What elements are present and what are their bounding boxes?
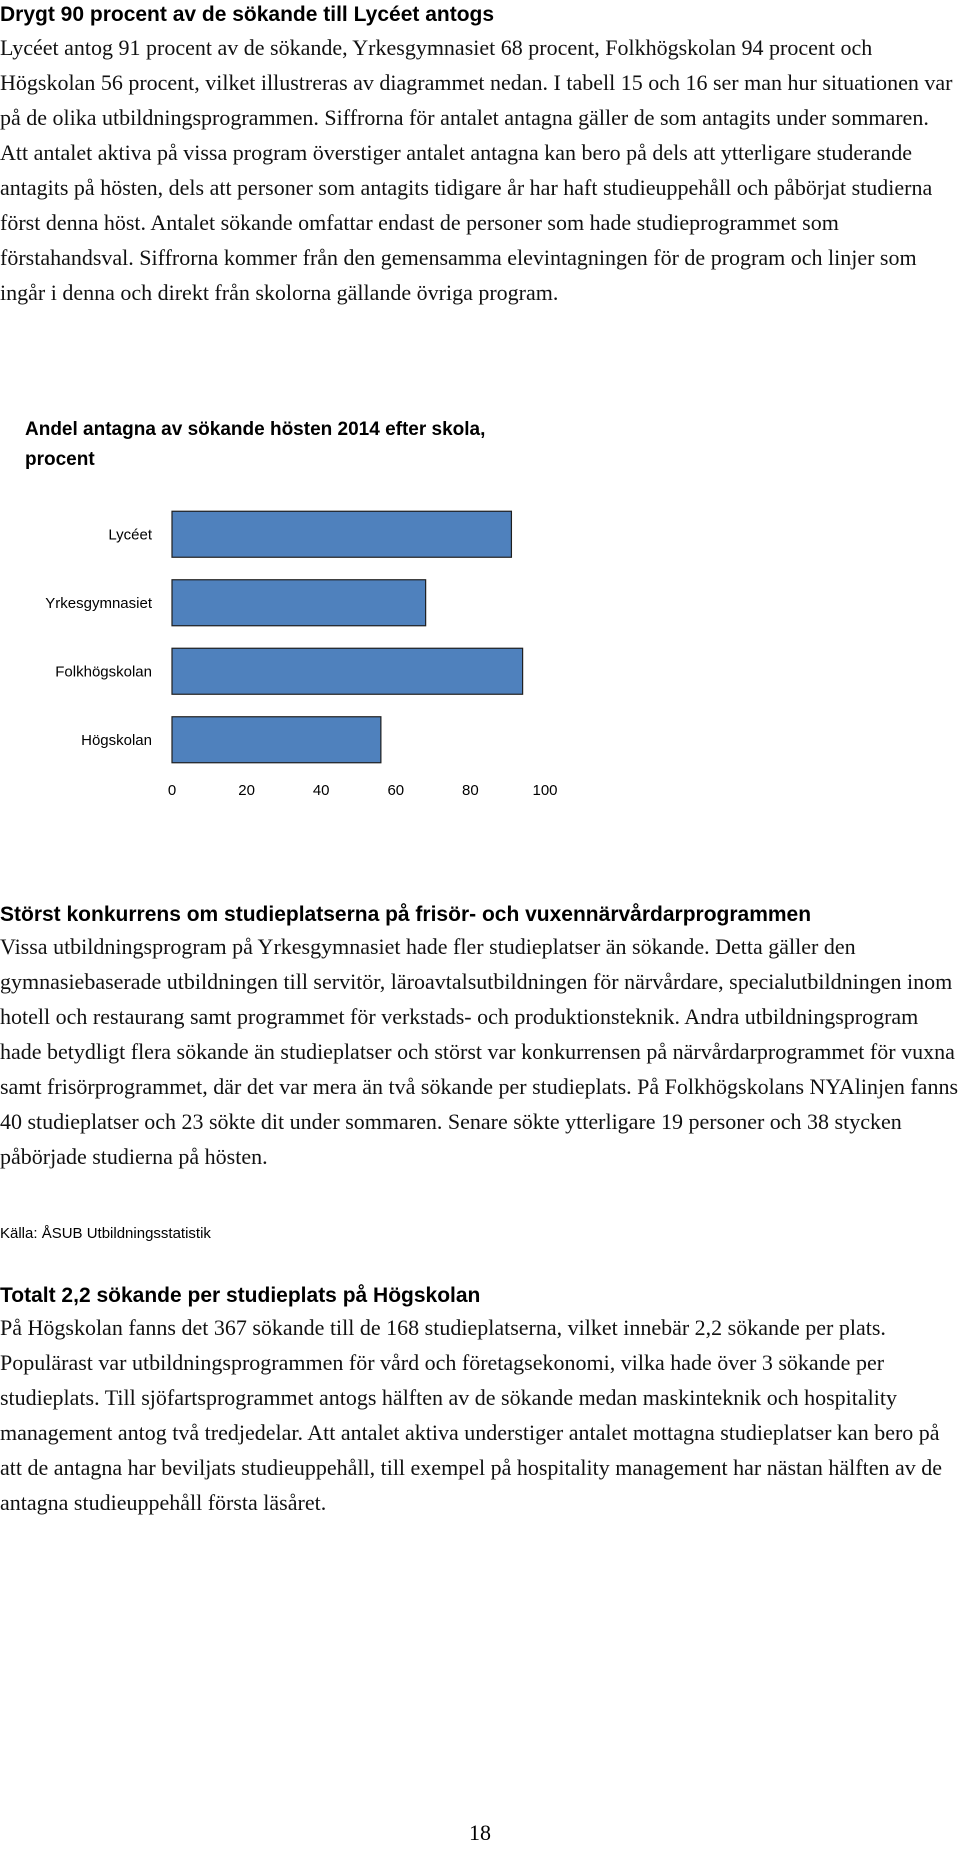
- bar-lycéet: [172, 511, 511, 557]
- section-paragraph-3: På Högskolan fanns det 367 sökande till de 168 studieplatserna, vilket innebär 2,2 sökande per plats. Populärast var utbildningsprogrammen för vård och företagsekonomi, vilka hade över 3 sökande per studieplats. Till sjöfartsprogrammet antogs hälften av de sökande medan maskinteknik och hospitality management antog två tredjedelar. Att antalet aktiva understiger antalet mottagna studieplatser kan bero på att de antagna har beviljats studieuppehåll, till exempel på hospitality management har nästan hälften av de antagna studieuppehåll första läsåret.: [0, 1315, 943, 1515]
- x-tick-label: 0: [167, 782, 177, 799]
- x-tick-label: 60: [387, 782, 405, 799]
- section-paragraph-2: Vissa utbildningsprogram på Yrkesgymnasiet hade fler studieplatser än sökande. Detta gäller den gymnasiebaserade utbildningen till servitör, läroavtalsutbildningen för närvårdare, specialutbildningen inom hotell och restaurang samt programmet för verkstads- och produktionsteknik. Andra utbildningsprogram hade betydligt flera sökande än studieplatser och störst var konkurrensen på närvårdarprogrammet för vuxna samt frisörprogrammet, där det var mera än två sökande per studieplats. På Folkhögskolans NYAlinjen fanns 40 studieplatser och 23 sökte dit under sommaren. Senare sökte ytterligare 19 personer och 38 stycken påbörjade studierna på hösten.: [0, 934, 958, 1169]
- chart-title: Andel antagna av sökande hösten 2014 efter skola, procent: [25, 419, 486, 470]
- x-tick-label: 20: [238, 782, 255, 799]
- bar-folkhögskolan: [172, 648, 523, 694]
- section-heading-3: Totalt 2,2 sökande per studieplats på Högskolan: [0, 1284, 481, 1307]
- page-number: 18: [469, 1820, 491, 1845]
- bar-yrkesgymnasiet: [172, 580, 426, 626]
- category-label: Lycéet: [108, 526, 152, 544]
- section-heading-1: Drygt 90 procent av de sökande till Lycéet antogs: [0, 3, 495, 26]
- bar-högskolan: [172, 717, 381, 763]
- category-label: Högskolan: [81, 731, 152, 749]
- category-label: Folkhögskolan: [55, 663, 152, 681]
- x-tick-label: 80: [462, 782, 479, 799]
- chart-plot: [0, 415, 600, 835]
- section-heading-2: Störst konkurrens om studieplatserna på frisör- och vuxennärvårdarprogrammen: [0, 903, 812, 926]
- x-tick-label: 100: [532, 782, 558, 799]
- x-tick-label: 40: [312, 782, 330, 799]
- section-paragraph-1: Lycéet antog 91 procent av de sökande, Yrkesgymnasiet 68 procent, Folkhögskolan 94 procent och Högskolan 56 procent, vilket illustreras av diagrammet nedan. I tabell 15 och 16 ser man hur situationen var på de olika utbildningsprogrammen. Siffrorna för antalet antagna gäller de som antagits under sommaren. Att antalet aktiva på vissa program överstiger antalet antagna kan bero på dels att ytterligare studerande antagits på hösten, dels att personer som antagits tidigare år har haft studieuppehåll och påbörjat studierna först denna höst. Antalet sökande omfattar endast de personer som hade studieprogrammet som förstahandsval. Siffrorna kommer från den gemensamma elevintagningen för de program och linjer som ingår i denna och direkt från skolorna gällande övriga program.: [0, 35, 953, 305]
- category-label: Yrkesgymnasiet: [45, 594, 152, 612]
- chart-source: Källa: ÅSUB Utbildningsstatistik: [0, 1225, 211, 1242]
